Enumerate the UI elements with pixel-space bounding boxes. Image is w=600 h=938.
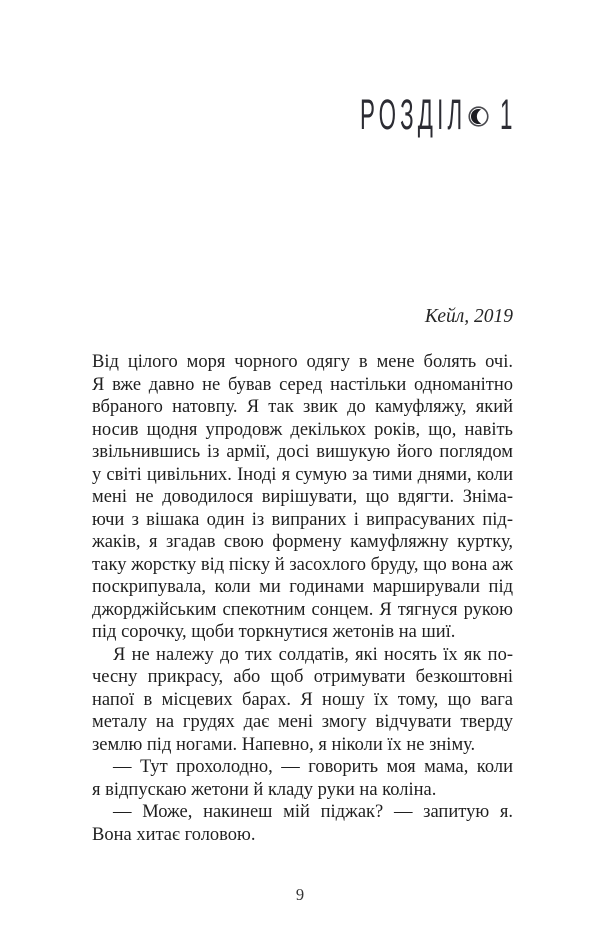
text-line: Вона хитає головою. xyxy=(92,824,256,845)
chapter-number: 1 xyxy=(500,91,517,139)
paragraph xyxy=(92,801,513,846)
chapter-number-wrap xyxy=(500,91,517,139)
paragraph xyxy=(92,644,513,757)
text-line: джорджійським спекотним сонцем. Я тягнуся рукою xyxy=(92,599,513,620)
page-number: 9 xyxy=(295,885,305,904)
dateline: Кейл, 2019 xyxy=(424,306,513,327)
text-line: Я не належу до тих солдатів, які носять їх як по- xyxy=(113,644,513,665)
text-line: у світі цивільних. Іноді я сумую за тими днями, коли xyxy=(92,464,513,485)
text-line: — Тут прохолодно, — говорить моя мама, коли xyxy=(113,757,513,777)
text-line: вбраного натовпу. Я так звик до камуфляжу, який xyxy=(92,397,513,417)
text-line: носив щодня упродовж декількох років, що, навіть xyxy=(92,419,513,440)
paragraph xyxy=(92,351,513,644)
text-line: мені не доводилося вирішувати, що вдягти. Зніма- xyxy=(92,487,513,507)
text-line: під сорочку, щоби торкнутися жетонів на шиї. xyxy=(92,622,456,642)
text-line: — Може, накинеш мій піджак? — запитую я. xyxy=(113,802,513,822)
body-text xyxy=(92,351,513,846)
text-line: поскрипувала, коли ми годинами марширували під xyxy=(92,577,513,597)
text-line: напої в місцевих барах. Я ношу їх тому, що вага xyxy=(92,689,513,710)
text-line: землю під ногами. Напевно, я ніколи їх не зніму. xyxy=(92,734,476,755)
text-line: чесну прикрасу, або щоб отримувати безкоштовні xyxy=(92,667,513,687)
text-line: таку жорстку від піску й засохлого бруду, що вона аж xyxy=(92,554,513,575)
paragraph xyxy=(92,756,513,801)
chapter-label-wrap xyxy=(360,91,467,139)
text-line: Я вже давно не бував серед настільки одноманітно xyxy=(92,374,513,395)
text-line: ючи з вішака один із випраних і випрасуваних під- xyxy=(92,509,513,530)
text-line: звільнившись із армії, досі вишукую його поглядом xyxy=(92,442,513,462)
chapter-heading xyxy=(360,91,517,139)
chapter-label: РОЗДІЛ xyxy=(360,91,467,139)
text-line: металу на грудях дає мені змогу відчувати тверду xyxy=(92,712,513,732)
text-line: жаків, я згадав свою формену камуфляжну куртку, xyxy=(92,532,513,552)
text-line: я відпускаю жетони й кладу руки на коліна. xyxy=(92,779,437,800)
moon-crescent-icon xyxy=(468,106,489,127)
text-line: Від цілого моря чорного одягу в мене болять очі. xyxy=(92,352,513,372)
